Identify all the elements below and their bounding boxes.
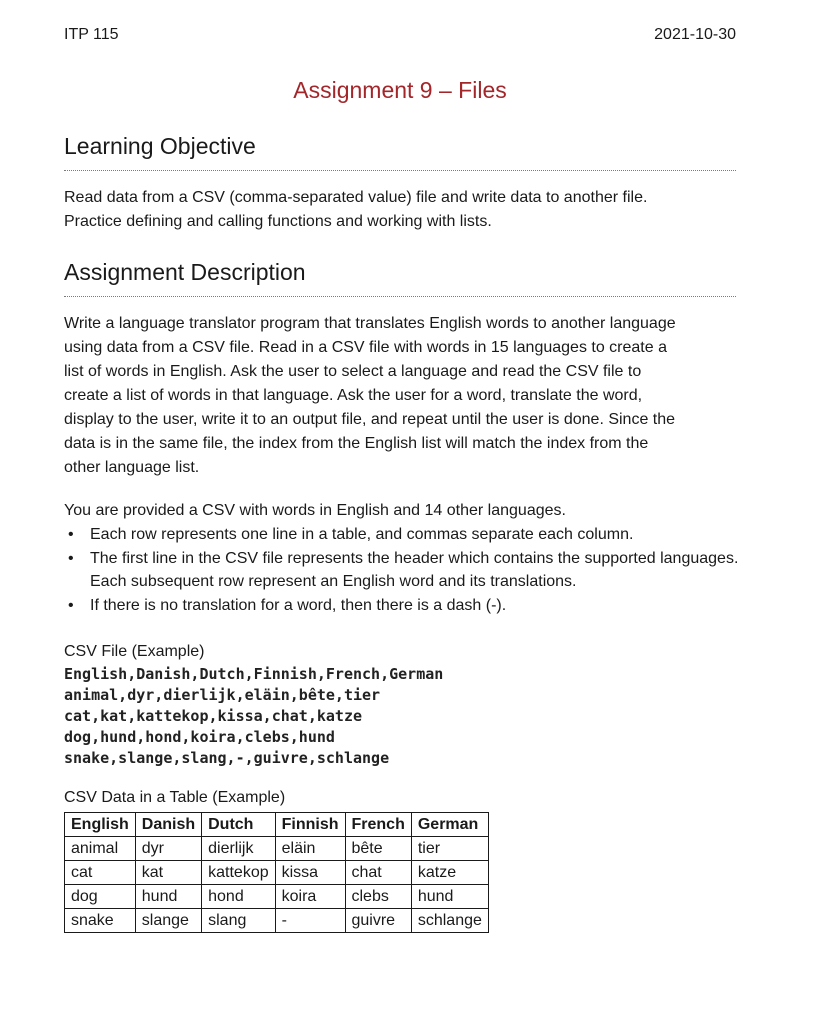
column-header: Dutch [202,813,275,837]
table-cell: snake [65,909,136,933]
table-cell: katze [411,861,488,885]
objective-line: Read data from a CSV (comma-separated value) file and write data to another file. [64,189,648,206]
column-header: German [411,813,488,837]
table-cell: cat [65,861,136,885]
assignment-title: Assignment 9 – Files [293,77,507,103]
bullet-icon: • [68,526,74,543]
code-line: snake,slange,slang,-,guivre,schlange [64,749,390,767]
csv-file-heading: CSV File (Example) [64,643,205,660]
description-line: other language list. [64,459,200,476]
table-cell: schlange [411,909,488,933]
table-cell: bête [345,837,411,861]
section-divider [64,170,736,171]
table-cell: dog [65,885,136,909]
objective-line: Practice defining and calling functions and working with lists. [64,213,492,230]
table-cell: kattekop [202,861,275,885]
course-code: ITP 115 [64,26,119,43]
table-cell: tier [411,837,488,861]
csv-table-heading: CSV Data in a Table (Example) [64,789,286,806]
bullet-icon: • [68,596,74,614]
description-line: create a list of words in that language. Ask the user for a word, translate the word, [64,387,643,404]
code-line: cat,kat,kattekop,kissa,chat,katze [64,707,363,725]
table-row [65,837,489,861]
table-cell: dyr [135,837,201,861]
table-cell: animal [65,837,136,861]
provided-text: You are provided a CSV with words in English and 14 other languages. [64,502,566,519]
description-line: Write a language translator program that translates English words to another language [64,315,676,332]
code-line: animal,dyr,dierlijk,eläin,bête,tier [64,686,381,704]
table-cell: eläin [275,837,345,861]
table-cell: - [275,909,345,933]
learning-objective-heading: Learning Objective [64,133,256,159]
section-divider [64,296,736,297]
list-item: • The first line in the CSV file represents the header which contains the supported languages. Each subsequent row represent an English word and its translations. [64,547,754,594]
description-line: display to the user, write it to an output file, and repeat until the user is done. Since the [64,411,676,428]
csv-data-table [64,812,489,933]
objective-text [64,186,754,234]
table-cell: slange [135,909,201,933]
description-line: data is in the same file, the index from the English list will match the index from the [64,435,649,452]
table-cell: kissa [275,861,345,885]
description-line: list of words in English. Ask the user to select a language and read the CSV file to [64,363,642,380]
table-cell: clebs [345,885,411,909]
table-cell: kat [135,861,201,885]
code-line: dog,hund,hond,koira,clebs,hund [64,728,335,746]
table-cell: koira [275,885,345,909]
table-row [65,909,489,933]
table-cell: hund [411,885,488,909]
description-line: using data from a CSV file. Read in a CSV file with words in 15 languages to create a [64,339,667,356]
column-header: French [345,813,411,837]
column-header: English [65,813,136,837]
table-row [65,861,489,885]
list-item: • Each row represents one line in a table, and commas separate each column. [64,523,754,547]
document-date: 2021-10-30 [654,26,736,43]
csv-code-block [64,664,443,769]
table-row [65,885,489,909]
table-cell: chat [345,861,411,885]
description-bullets [64,523,754,617]
column-header: Danish [135,813,201,837]
table-header-row [65,813,489,837]
table-cell: hund [135,885,201,909]
column-header: Finnish [275,813,345,837]
table-cell: guivre [345,909,411,933]
code-line: English,Danish,Dutch,Finnish,French,German [64,665,444,683]
assignment-description-heading: Assignment Description [64,259,306,285]
bullet-icon: • [68,549,74,567]
table-cell: hond [202,885,275,909]
table-cell: slang [202,909,275,933]
description-text [64,312,754,480]
table-cell: dierlijk [202,837,275,861]
list-item: • If there is no translation for a word, then there is a dash (-). [64,594,754,618]
